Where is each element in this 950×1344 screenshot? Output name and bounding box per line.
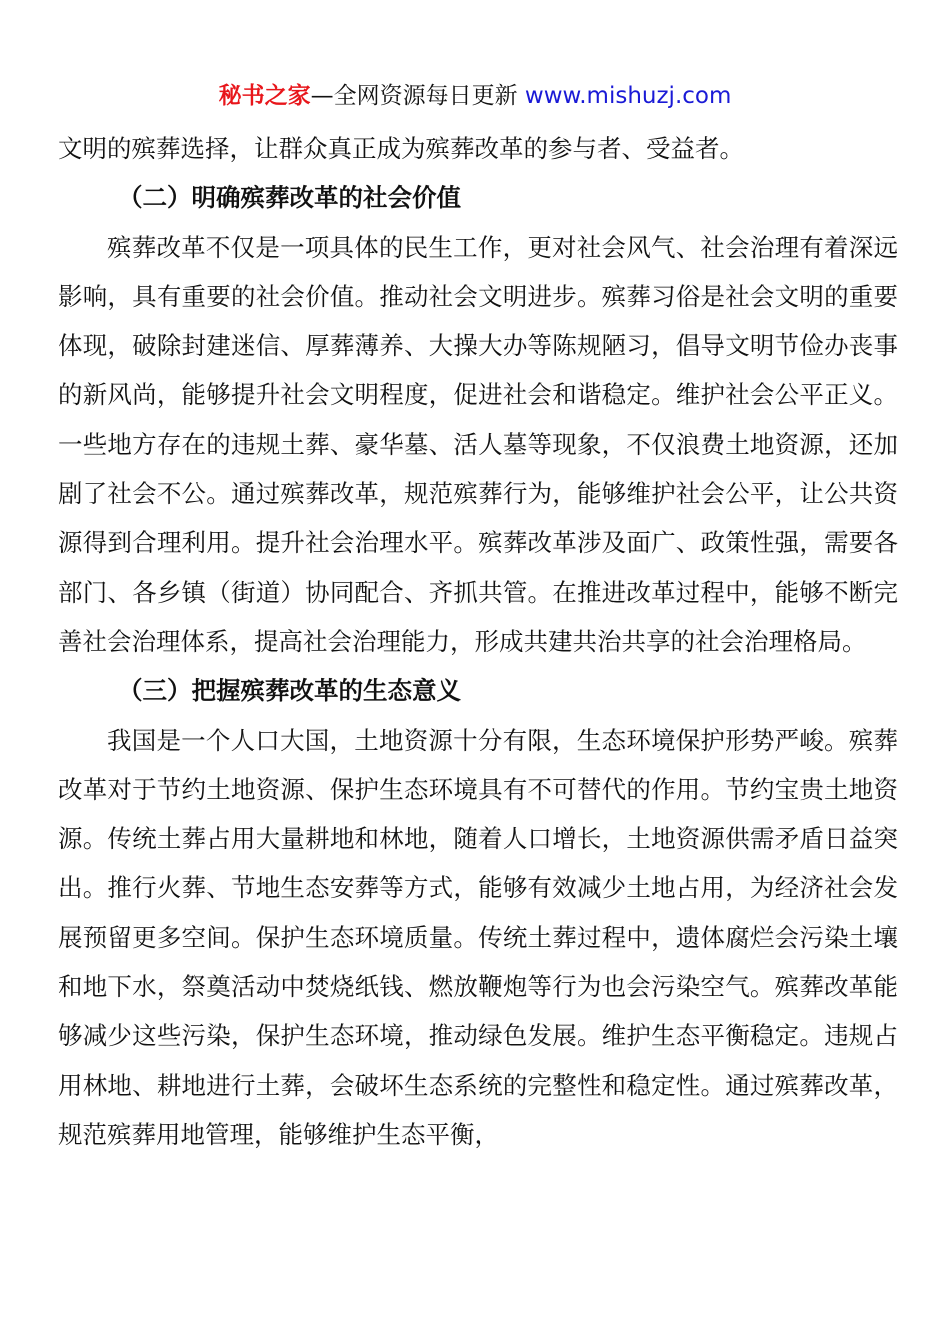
section-heading-2: （二）明确殡葬改革的社会价值 (118, 183, 461, 213)
document-body (58, 124, 898, 1159)
section-3-paragraph: 我国是一个人口大国，土地资源十分有限，生态环境保护形势严峻。殡葬改革对于节约土地资源、保护生态环境具有不可替代的作用。节约宝贵土地资源。传统土葬占用大量耕地和林地，随着人口增长，土地资源供需矛盾日益突出。推行火葬、节地生态安葬等方式，能够有效减少土地占用，为经济社会发展预留更多空间。保护生态环境质量。传统土葬过程中，遗体腐烂会污染土壤和地下水，祭奠活动中焚烧纸钱、燃放鞭炮等行为也会污染空气。殡葬改革能够减少这些污染，保护生态环境，推动绿色发展。维护生态平衡稳定。违规占用林地、耕地进行土葬，会破坏生态系统的完整性和稳定性。通过殡葬改革，规范殡葬用地管理，能够维护生态平衡， (58, 725, 898, 1149)
page-header (0, 80, 950, 112)
website-link[interactable]: www.mishuzj.com (524, 83, 732, 109)
section-2-paragraph: 殡葬改革不仅是一项具体的民生工作，更对社会风气、社会治理有着深远影响，具有重要的社会价值。推动社会文明进步。殡葬习俗是社会文明的重要体现，破除封建迷信、厚葬薄养、大操大办等陈规陋习，倡导文明节俭办丧事的新风尚，能够提升社会文明程度，促进社会和谐稳定。维护社会公平正义。一些地方存在的违规土葬、豪华墓、活人墓等现象，不仅浪费土地资源，还加剧了社会不公。通过殡葬改革，规范殡葬行为，能够维护社会公平，让公共资源得到合理利用。提升社会治理水平。殡葬改革涉及面广、政策性强，需要各部门、各乡镇（街道）协同配合、齐抓共管。在推进改革过程中，能够不断完善社会治理体系，提高社会治理能力，形成共建共治共享的社会治理格局。 (58, 232, 898, 656)
section-heading-3: （三）把握殡葬改革的生态意义 (118, 676, 461, 706)
lead-paragraph: 文明的殡葬选择，让群众真正成为殡葬改革的参与者、受益者。 (58, 134, 744, 163)
header-tagline: —全网资源每日更新 (310, 83, 518, 109)
brand-name: 秘书之家 (218, 83, 311, 109)
